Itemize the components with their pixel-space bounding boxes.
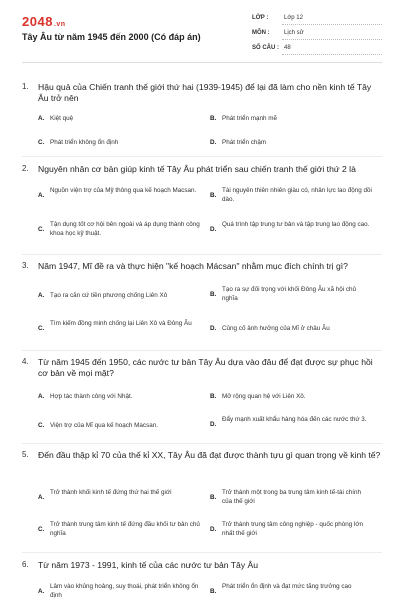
exam-page: 2048.vn Tây Âu từ năm 1945 đến 2000 (Có đáp án) LỚP : Lớp 12 MÔN : Lịch sử SỐ CÂU : 48 1. Hậu quả của Chiến tranh thế giới thứ hai (1939-1945) để lại đã làm cho nền kinh tế Tây Âu trở nên A. Kiệt quệ B. Phát triển mạnh mẽ C. Phát triển không ổn định D. Phát triển chậm 2. Nguyên nhân cơ bản giúp kinh tế Tây Âu phát triển sau chiến tranh thế giới thứ 2 là A. Nguồn viện trợ của Mỹ thông qua kế hoạch Macsan. B. Tài nguyên thiên nhiên giàu có, nhân lực lao động dồi dào. C. Tận dụng tốt cơ hội bên ngoài và áp dụng thành công khoa học kỹ thuật. D. Quá trình tập trung tư bản và tập trung lao động cao. 3. Năm 1947, Mĩ đề ra và thực hiện "kế hoạch Mácsan" nhằm mục đích chính trị gì? A. Tạo ra căn cứ tiền phương chống Liên Xô B. Tạo ra sự đối trọng với khối Đông Âu xã hội chủ nghĩa C. Tìm kiếm đồng minh chống lại Liên Xô và Đông Âu D. Củng cố ảnh hưởng của Mĩ ở châu Âu 4. Từ năm 1945 đến 1950, các nước tư bản Tây Âu dựa vào đâu để đạt được sự phục hồi cơ bản về mọi mặt? A. Hợp tác thành công với Nhật. B. Mở rộng quan hệ với Liên Xô. C. Viện trợ của Mĩ qua kế hoạch Macsan. D. Đẩy mạnh xuất khẩu hàng hóa đến các nước thứ 3. 5. Đến đầu thập kỉ 70 của thế kỉ XX, Tây Âu đã đạt được thành tựu gì quan trọng về kinh tế? A. Trở thành khối kinh tế đứng thứ hai thế giới B. Trở thành một trong ba trung tâm kinh tế-tài chính của thế giới C. Trở thành trung tâm kinh tế đứng đầu khối tư bản chủ nghĩa D. Trở thành trung tâm công nghiệp - quốc phòng lớn nhất thế giới 6. Từ năm 1973 - 1991, kinh tế của các nước tư bản Tây Âu A. Lâm vào khủng hoảng, suy thoái, phát triển không ổn định B. Phát triển ổn định và đạt mức tăng trưởng cao xyxy=(22,14,381,599)
question-text: Năm 1947, Mĩ đề ra và thực hiện "kế hoạch Mácsan" nhằm mục đích chính trị gì? xyxy=(38,261,348,271)
question-divider xyxy=(22,156,382,157)
option-text: Trở thành trung tâm công nghiệp - quốc phòng lớn nhất thế giới xyxy=(222,521,364,537)
meta-label: SỐ CÂU : xyxy=(252,45,279,51)
option-text: Quá trình tập trung tư bản và tập trung lao động cao. xyxy=(222,221,370,228)
option-text: Tận dụng tốt cơ hội bên ngoài và áp dụng thành công khoa học kỹ thuật. xyxy=(50,221,200,237)
question-number: 2. xyxy=(22,164,29,173)
option-text: Tạo ra sự đối trọng với khối Đông Âu xã hội chủ nghĩa xyxy=(222,286,357,302)
option-text: Trở thành khối kinh tế đứng thứ hai thế giới xyxy=(50,489,172,496)
question-text: Hậu quả của Chiến tranh thế giới thứ hai (1939-1945) để lại đã làm cho nền kinh tế Tây Âu trở nên xyxy=(38,82,372,103)
option-text: Phát triển chậm xyxy=(222,139,267,146)
question-divider xyxy=(22,443,382,444)
option-text: Tài nguyên thiên nhiên giàu có, nhân lực lao động dồi dào. xyxy=(222,187,372,203)
option-text: Trở thành trung tâm kinh tế đứng đầu khối tư bản chủ nghĩa xyxy=(50,521,200,537)
option-text: Phát triển không ổn định xyxy=(50,139,119,146)
option-text: Kiệt quệ xyxy=(50,115,74,122)
meta-value: Lớp 12 xyxy=(284,15,303,21)
option-text: Mở rộng quan hệ với Liên Xô. xyxy=(222,393,306,400)
meta-label: MÔN : xyxy=(252,30,270,36)
option-text: Tìm kiếm đồng minh chống lại Liên Xô và Đông Âu xyxy=(50,320,192,327)
option-text: Phát triển mạnh mẽ xyxy=(222,115,277,122)
option-text: Viện trợ của Mĩ qua kế hoạch Macsan. xyxy=(50,422,158,429)
option-text: Nguồn viện trợ của Mỹ thông qua kế hoạch Macsan. xyxy=(50,187,197,194)
logo-suffix-text: .vn xyxy=(53,21,66,28)
question-text: Từ năm 1973 - 1991, kinh tế của các nước tư bản Tây Âu xyxy=(38,560,259,570)
question-number: 5. xyxy=(22,450,29,459)
question-divider xyxy=(22,254,382,255)
meta-underline xyxy=(282,24,382,25)
question-text: Nguyên nhân cơ bản giúp kinh tế Tây Âu phát triển sau chiến tranh thế giới thứ 2 là xyxy=(38,164,356,174)
meta-label: LỚP : xyxy=(252,15,269,21)
option-text: Lâm vào khủng hoảng, suy thoái, phát triển không ổn định xyxy=(50,583,199,599)
question-divider xyxy=(22,350,382,351)
question-number: 3. xyxy=(22,261,29,270)
option-text: Tạo ra căn cứ tiền phương chống Liên Xô xyxy=(50,292,168,299)
question-divider xyxy=(22,552,382,553)
logo-main-text: 2048 xyxy=(22,14,53,29)
option-text: Hợp tác thành công với Nhật. xyxy=(50,393,133,400)
question-number: 6. xyxy=(22,560,29,569)
header-divider xyxy=(22,62,382,63)
site-logo[interactable] xyxy=(22,14,66,29)
meta-value: Lịch sử xyxy=(284,30,304,36)
question-text: Đến đầu thập kỉ 70 của thế kỉ XX, Tây Âu đã đạt được thành tựu gì quan trọng về kinh tế? xyxy=(38,450,381,460)
question-number: 1. xyxy=(22,82,29,91)
option-text: Củng cố ảnh hưởng của Mĩ ở châu Âu xyxy=(222,325,330,332)
meta-underline xyxy=(282,39,382,40)
document-title: Tây Âu từ năm 1945 đến 2000 (Có đáp án) xyxy=(22,32,201,42)
option-text: Trở thành một trong ba trung tâm kinh tế-tài chính của thế giới xyxy=(222,489,361,505)
meta-underline xyxy=(282,54,382,55)
meta-value: 48 xyxy=(284,45,291,51)
option-text: Phát triển ổn định và đạt mức tăng trưởng cao xyxy=(222,583,352,590)
option-text: Đẩy mạnh xuất khẩu hàng hóa đến các nước thứ 3. xyxy=(222,416,367,423)
question-text: Từ năm 1945 đến 1950, các nước tư bản Tây Âu dựa vào đâu để đạt được sự phục hồi cơ bản về mọi mặt? xyxy=(38,357,373,378)
question-number: 4. xyxy=(22,357,29,366)
